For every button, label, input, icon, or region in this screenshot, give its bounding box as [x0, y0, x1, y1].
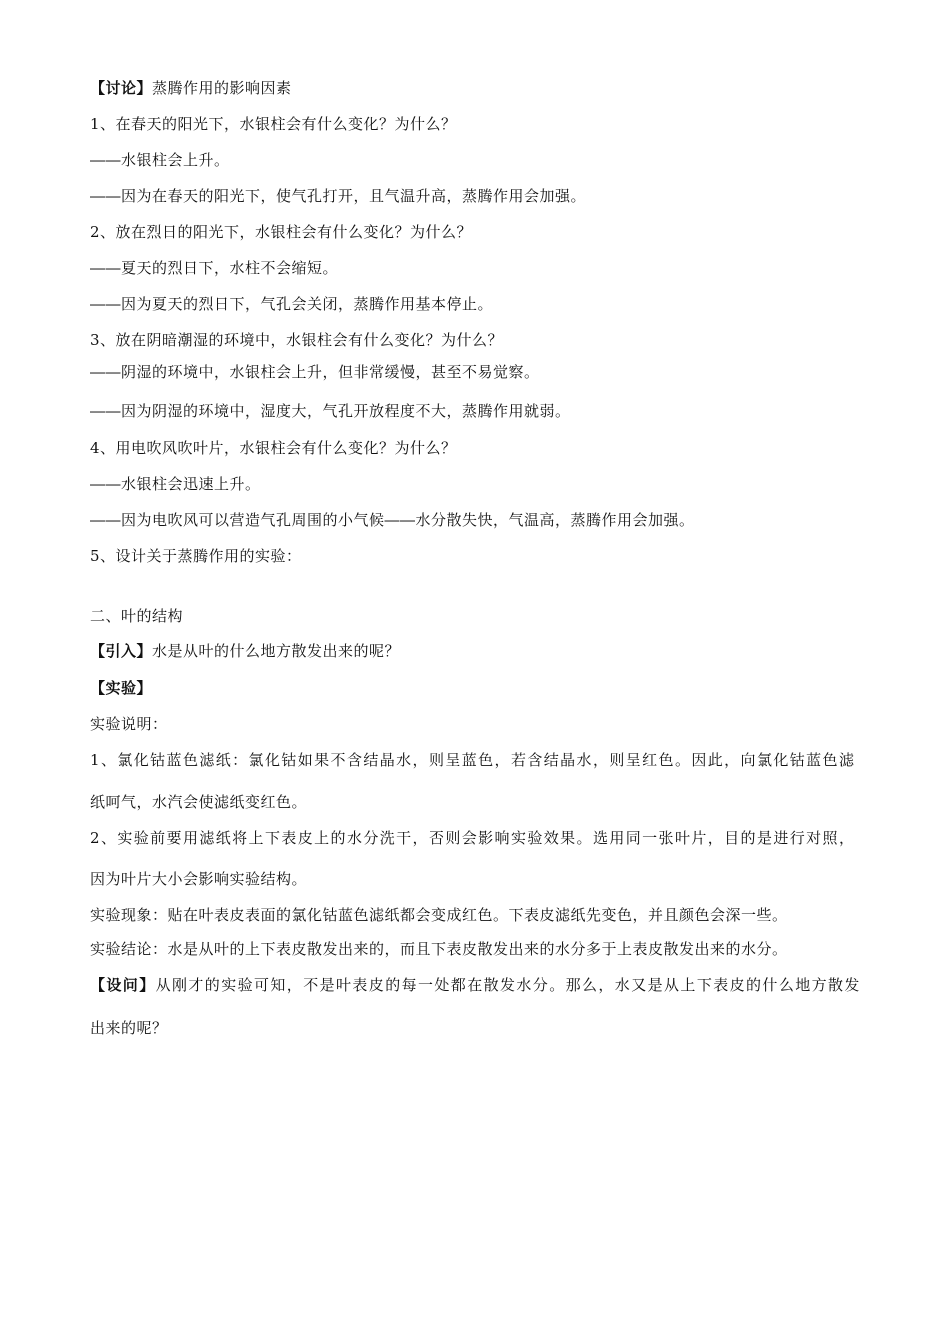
answer-3b: ――因为阴湿的环境中，湿度大，气孔开放程度不大，蒸腾作用就弱。: [90, 402, 571, 420]
question-prompt-line-1: [90, 975, 861, 995]
section-label: 【讨论】: [90, 79, 153, 97]
section-label: 【实验】: [90, 679, 153, 697]
note-1-line-2: 纸呵气，水汽会使滤纸变红色。: [90, 793, 308, 811]
answer-1a: ――水银柱会上升。: [90, 151, 230, 169]
experiment-heading: [90, 678, 152, 698]
note-2-line-2: 因为叶片大小会影响实验结构。: [90, 870, 308, 888]
note-1-line-1: 1、氯化钴蓝色滤纸：氯化钴如果不含结晶水，则呈蓝色，若含结晶水，则呈红色。因此，向氯化钴蓝色滤: [90, 751, 856, 769]
answer-1b: ――因为在春天的阳光下，使气孔打开，且气温升高，蒸腾作用会加强。: [90, 187, 587, 205]
answer-2a: ――夏天的烈日下，水柱不会缩短。: [90, 259, 339, 277]
section-label: 【设问】: [90, 976, 156, 994]
question-5: 5、设计关于蒸腾作用的实验：: [90, 547, 302, 565]
question-3: 3、放在阴暗潮湿的环境中，水银柱会有什么变化？为什么？: [90, 331, 504, 349]
answer-4a: ――水银柱会迅速上升。: [90, 475, 261, 493]
note-2-line-1: 2、实验前要用滤纸将上下表皮上的水分洗干，否则会影响实验效果。选用同一张叶片，目的是进行对照，: [90, 829, 856, 847]
experiment-conclusion: 实验结论：水是从叶的上下表皮散发出来的，而且下表皮散发出来的水分多于上表皮散发出来的水分。: [90, 940, 788, 958]
question-prompt-text: 从刚才的实验可知，不是叶表皮的每一处都在散发水分。那么，水又是从上下表皮的什么地方散发: [155, 976, 861, 994]
intro-text: 水是从叶的什么地方散发出来的呢？: [152, 642, 401, 660]
experiment-phenomenon: 实验现象：贴在叶表皮表面的氯化钴蓝色滤纸都会变成红色。下表皮滤纸先变色，并且颜色会深一些。: [90, 906, 788, 924]
answer-4b: ――因为电吹风可以营造气孔周围的小气候――水分散失快，气温高，蒸腾作用会加强。: [90, 511, 695, 529]
discussion-heading: [90, 78, 292, 98]
answer-2b: ――因为夏天的烈日下，气孔会关闭，蒸腾作用基本停止。: [90, 295, 494, 313]
answer-3a: ――阴湿的环境中，水银柱会上升，但非常缓慢，甚至不易觉察。: [90, 363, 540, 381]
question-4: 4、用电吹风吹叶片，水银柱会有什么变化？为什么？: [90, 439, 457, 457]
intro-line: [90, 641, 400, 661]
section-heading: 二、叶的结构: [90, 607, 184, 625]
heading-text: 蒸腾作用的影响因素: [152, 79, 292, 97]
question-2: 2、放在烈日的阳光下，水银柱会有什么变化？为什么？: [90, 223, 473, 241]
section-label: 【引入】: [90, 642, 153, 660]
question-1: 1、在春天的阳光下，水银柱会有什么变化？为什么？: [90, 115, 457, 133]
question-prompt-line-2: 出来的呢？: [90, 1019, 168, 1037]
experiment-notes-heading: 实验说明：: [90, 715, 168, 733]
